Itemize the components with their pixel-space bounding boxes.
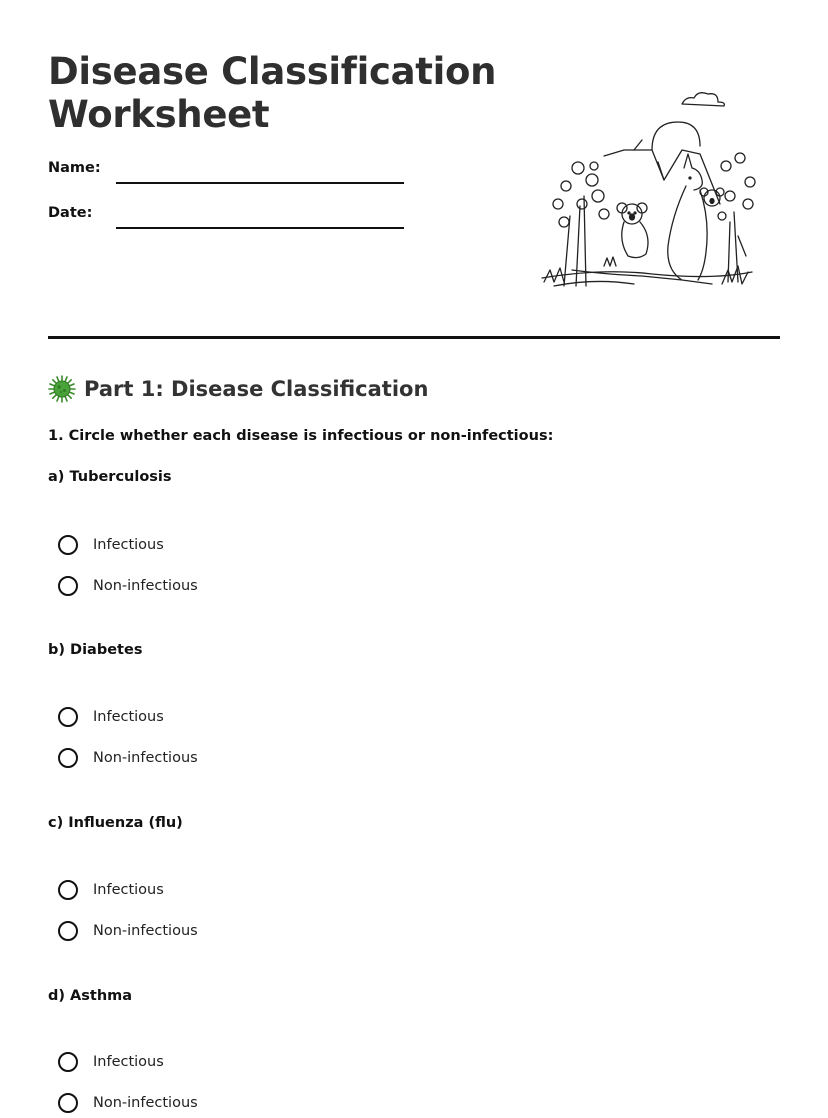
question-label: b) Diabetes <box>48 642 143 658</box>
name-label: Name: <box>48 160 101 176</box>
option-infectious[interactable] <box>58 532 164 558</box>
option-infectious[interactable] <box>58 704 164 730</box>
title-line-1: Disease Classification <box>48 50 497 93</box>
radio-button[interactable] <box>58 880 78 900</box>
title-line-2: Worksheet <box>48 93 270 136</box>
option-infectious[interactable] <box>58 877 164 903</box>
question-label: c) Influenza (flu) <box>48 815 183 831</box>
question-label: a) Tuberculosis <box>48 469 172 485</box>
date-line[interactable] <box>116 227 404 229</box>
option-label: Non-infectious <box>93 750 198 766</box>
name-line[interactable] <box>116 182 404 184</box>
radio-button[interactable] <box>58 707 78 727</box>
option-non-infectious[interactable] <box>58 573 198 599</box>
kangaroo-koala-landscape-illustration <box>534 86 758 302</box>
option-infectious[interactable] <box>58 1049 164 1075</box>
radio-button[interactable] <box>58 576 78 596</box>
radio-button[interactable] <box>58 1052 78 1072</box>
instruction-text: 1. Circle whether each disease is infectious or non-infectious: <box>48 428 554 444</box>
option-label: Non-infectious <box>93 923 198 939</box>
option-label: Infectious <box>93 1054 164 1070</box>
radio-button[interactable] <box>58 1093 78 1113</box>
option-label: Non-infectious <box>93 578 198 594</box>
option-label: Infectious <box>93 537 164 553</box>
option-label: Non-infectious <box>93 1095 198 1111</box>
date-label: Date: <box>48 205 93 221</box>
question-label: d) Asthma <box>48 988 133 1004</box>
page-title <box>48 50 508 136</box>
option-non-infectious[interactable] <box>58 745 198 771</box>
part1-heading <box>48 372 428 406</box>
radio-button[interactable] <box>58 748 78 768</box>
part1-heading-text: Part 1: Disease Classification <box>84 377 429 401</box>
date-field[interactable] <box>48 205 408 235</box>
name-field[interactable] <box>48 160 408 190</box>
option-label: Infectious <box>93 882 164 898</box>
section-divider <box>48 336 780 339</box>
option-non-infectious[interactable] <box>58 1090 198 1116</box>
radio-button[interactable] <box>58 535 78 555</box>
option-non-infectious[interactable] <box>58 918 198 944</box>
option-label: Infectious <box>93 709 164 725</box>
radio-button[interactable] <box>58 921 78 941</box>
virus-icon <box>48 375 76 403</box>
